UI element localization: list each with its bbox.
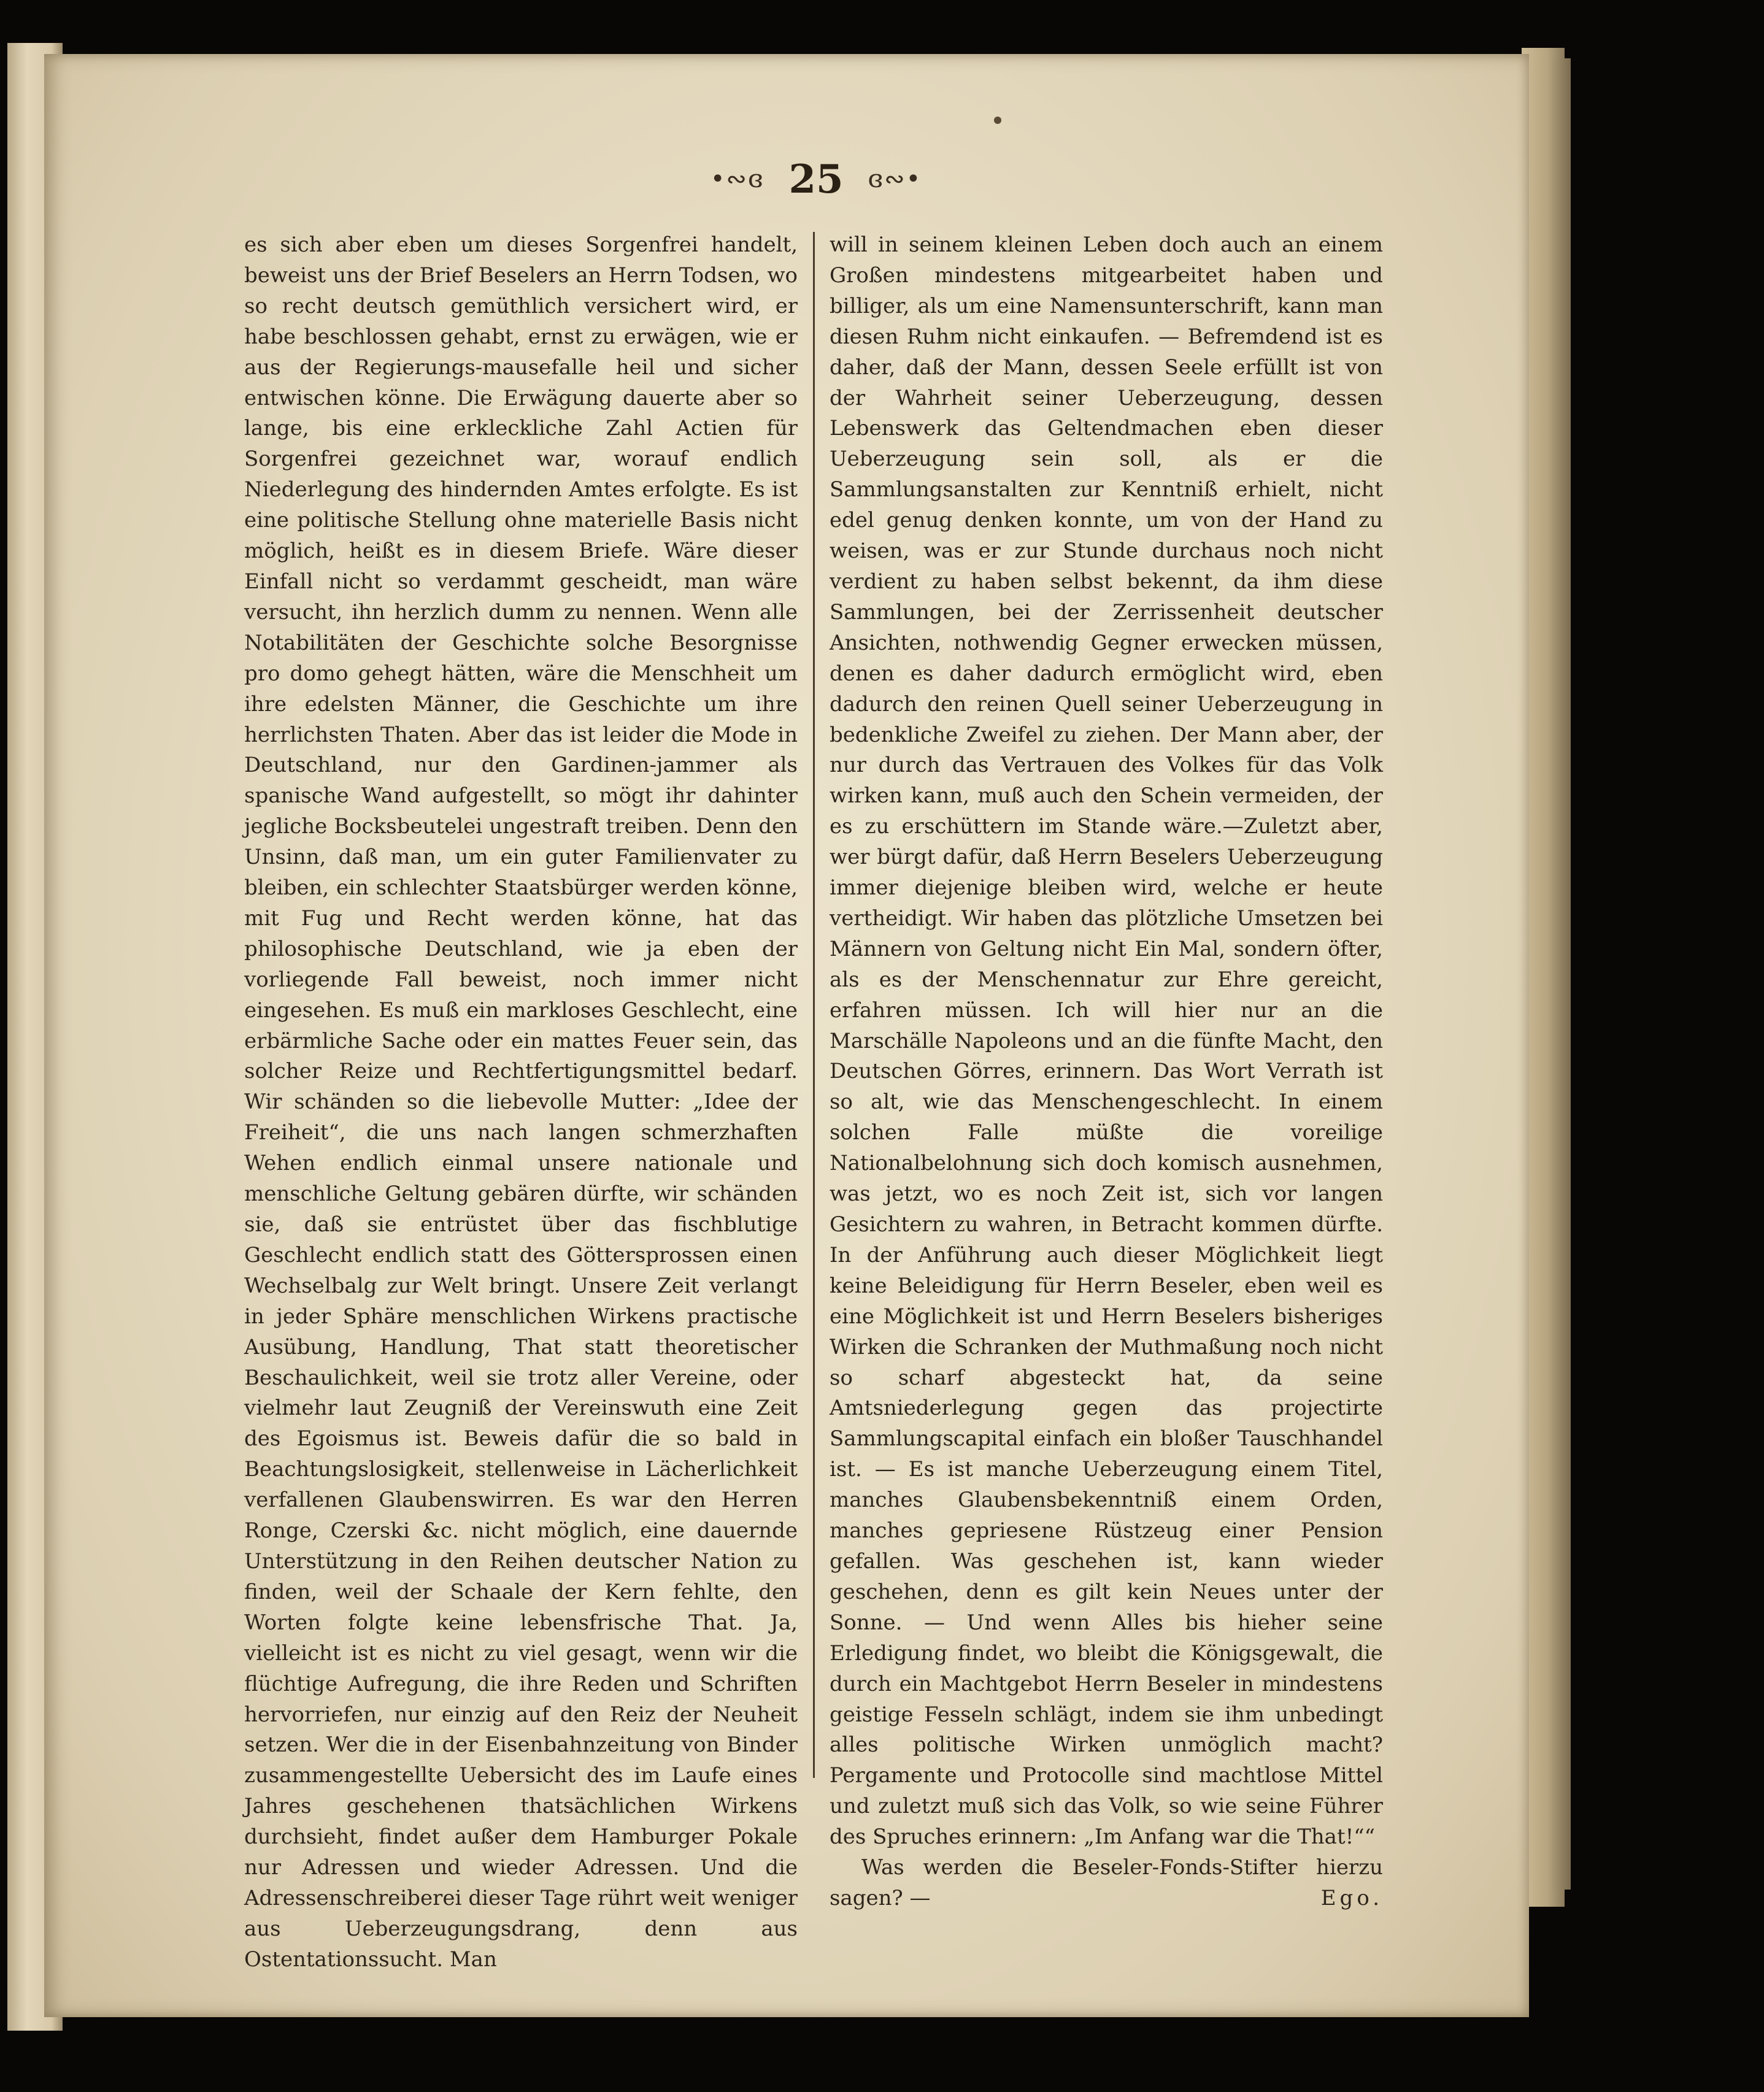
page-number: 25 (788, 156, 844, 202)
closing-paragraph: Was werden die Beseler-Fonds-Stifter hierzu sagen? — (830, 1855, 1383, 1910)
column-divider (813, 232, 815, 1778)
ornament-left-icon: •∾ɞ (710, 165, 765, 193)
left-column-text: es sich aber eben um dieses Sorgenfrei handelt, beweist uns der Brief Beselers an Herrn Todsen, wo so recht deutsch gemüthlich versichert wird, er habe beschlossen gehabt, ernst zu erwägen, wie er aus der Regierungs-mausefalle heil und sicher entwischen könne. Die Erwägung dauerte aber so lange, bis eine erkleckliche Zahl Actien für Sorgenfrei gezeichnet war, worauf endlich Niederlegung des hindernden Amtes erfolgte. Es ist eine politische Stellung ohne materielle Basis nicht möglich, heißt es in diesem Briefe. Wäre dieser Einfall nicht so verdammt gescheidt, man wäre versucht, ihn herzlich dumm zu nennen. Wenn alle Notabilitäten der Geschichte solche Besorgnisse pro domo gehegt hätten, wäre die Menschheit um ihre edelsten Männer, die Geschichte um ihre herrlichsten Thaten. Aber das ist leider die Mode in Deutschland, nur den Gardinen-jammer als spanische Wand aufgestellt, so mögt ihr dahinter jegliche Bocksbeutelei ungestraft treiben. Denn den Unsinn, daß man, um ein guter Familienvater zu bleiben, ein schlechter Staatsbürger werden könne, mit Fug und Recht werden könne, hat das philosophische Deutschland, wie ja eben der vorliegende Fall beweist, noch immer nicht eingesehen. Es muß ein markloses Geschlecht, eine erbärmliche Sache oder ein mattes Feuer sein, das solcher Reize und Rechtfertigungsmittel bedarf. Wir schänden so die liebevolle Mutter: „Idee der Freiheit“, die uns nach langen schmerzhaften Wehen endlich einmal unsere nationale und menschliche Geltung gebären dürfte, wir schänden sie, daß sie entrüstet über das fischblutige Geschlecht endlich statt des Göttersprossen einen Wechselbalg zur Welt bringt. Unsere Zeit verlangt in jeder Sphäre menschlichen Wirkens practische Ausübung, Handlung, That statt theoretischer Beschaulichkeit, weil sie trotz aller Vereine, oder vielmehr laut Zeugniß der Vereinswuth eine Zeit des Egoismus ist. Beweis dafür die so bald in Beachtungslosigkeit, stellenweise in Lächerlichkeit verfallenen Glaubenswirren. Es war den Herren Ronge, Czerski &c. nicht möglich, eine dauernde Unterstützung in den Reihen deutscher Nation zu finden, weil der Schaale der Kern fehlte, den Worten folgte keine lebensfrische That. Ja, vielleicht ist es nicht zu viel gesagt, wenn wir die flüchtige Aufregung, die ihre Reden und Schriften hervorriefen, nur einzig auf den Reiz der Neuheit setzen. Wer die in der Eisenbahnzeitung von Binder zusammengestellte Uebersicht des im Laufe eines Jahres geschehenen thatsächlichen Wirkens durchsieht, findet außer dem Hamburger Pokale nur Adressen und wieder Adressen. Und die Adressenschreiberei dieser Tage rührt weit weniger aus Ueberzeugungsdrang, denn aus Ostentationssucht. Man (244, 233, 798, 1972)
author-signature: Ego. (1320, 1885, 1383, 1910)
page-header (687, 155, 945, 204)
right-column-text: will in seinem kleinen Leben doch auch an einem Großen mindestens mitgearbeitet haben und billiger, als um eine Namensunterschrift, kann man diesen Ruhm nicht einkaufen. — Befremdend ist es daher, daß der Mann, dessen Seele erfüllt ist von der Wahrheit seiner Ueberzeugung, dessen Lebenswerk das Geltendmachen eben dieser Ueberzeugung sein soll, als er die Sammlungsanstalten zur Kenntniß erhielt, nicht edel genug denken konnte, um von der Hand zu weisen, was er zur Stunde durchaus noch nicht verdient zu haben selbst bekennt, da ihm diese Sammlungen, bei der Zerrissenheit deutscher Ansichten, nothwendig Gegner erwecken müssen, denen es daher dadurch ermöglicht wird, eben dadurch den reinen Quell seiner Ueberzeugung in bedenkliche Zweifel zu ziehen. Der Mann aber, der nur durch das Vertrauen des Volkes für das Volk wirken kann, muß auch den Schein vermeiden, der es zu erschüttern im Stande wäre.—Zuletzt aber, wer bürgt dafür, daß Herrn Beselers Ueberzeugung immer diejenige bleiben wird, welche er heute vertheidigt. Wir haben das plötzliche Umsetzen bei Männern von Geltung nicht Ein Mal, sondern öfter, als es der Menschennatur zur Ehre gereicht, erfahren müssen. Ich will hier nur an die Marschälle Napoleons und an die fünfte Macht, den Deutschen Görres, erinnern. Das Wort Verrath ist so alt, wie das Menschengeschlecht. In einem solchen Falle müßte die voreilige Nationalbelohnung sich doch komisch ausnehmen, was jetzt, wo es noch Zeit ist, sich vor langen Gesichtern zu wahren, in Betracht kommen dürfte. In der Anführung auch dieser Möglichkeit liegt keine Beleidigung für Herrn Beseler, eben weil es eine Möglichkeit ist und Herrn Beselers bisheriges Wirken die Schranken der Muthmaßung noch nicht so scharf abgesteckt hat, da seine Amtsniederlegung gegen das projectirte Sammlungscapital einfach ein bloßer Tauschhandel ist. — Es ist manche Ueberzeugung einem Titel, manches Glaubensbekenntniß einem Orden, manches gepriesene Rüstzeug einer Pension gefallen. Was geschehen ist, kann wieder geschehen, denn es gilt kein Neues unter der Sonne. — Und wenn Alles bis hieher seine Erledigung findet, wo bleibt die Königsgewalt, die durch ein Machtgebot Herrn Beseler in mindestens geistige Fesseln schlägt, indem sie ihm unbedingt alles politische Wirken unmöglich macht? Pergamente und Protocolle sind machtlose Mittel und zuletzt muß sich das Volk, so wie seine Führer des Spruches erinnern: „Im Anfang war die That!““ (830, 233, 1383, 1850)
ink-spot (994, 117, 1001, 124)
text-column-left (244, 230, 798, 1991)
ornament-right-icon: ɞ∾• (868, 165, 922, 193)
page-edges-shadow (1552, 58, 1571, 1890)
text-column-right (830, 230, 1383, 1991)
